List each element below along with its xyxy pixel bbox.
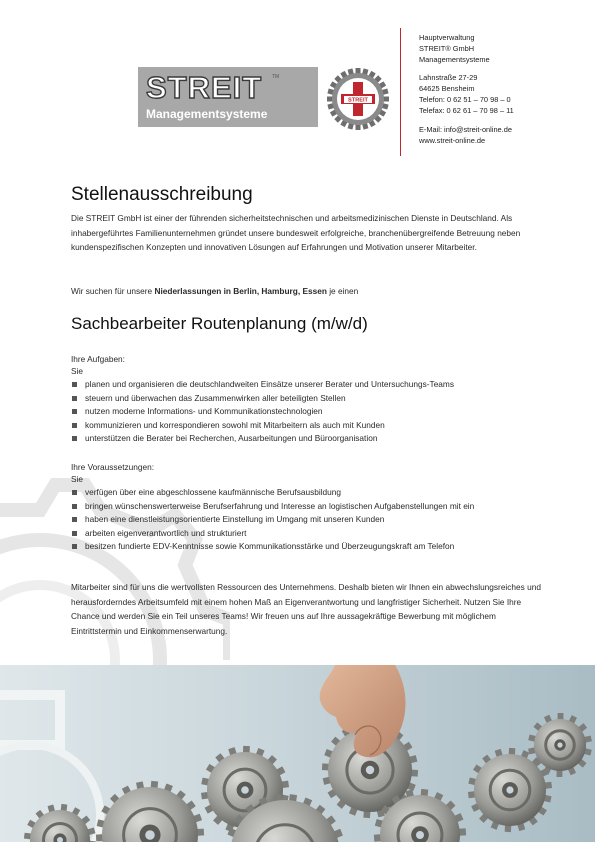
bullet-icon (72, 531, 77, 536)
logo-subtitle: Managementsysteme (146, 107, 268, 121)
bullet-icon (72, 382, 77, 387)
seal-text: STREIT (348, 97, 368, 104)
closing-paragraph: Mitarbeiter sind für uns die wertvollsten Ressourcen des Unternehmens. Deshalb bieten wir Ihnen ein abwechslungsreiches und herausforderndes Arbeitsumfeld mit einem hohen Maß an Eigenverantwortung und langfristiger Sicherheit. Nutzen Sie Ihre Chance und werden Sie ein Teil unseres Teams! Wir freuen uns auf Ihre aussagekräftige Bewerbung mit möglichem Eintrittstermin und Einkommenserwartung. (71, 582, 541, 636)
contact-fax: Telefax: 0 62 61 – 70 98 – 11 (419, 106, 514, 115)
list-item-text: kommunizieren und korrespondieren sowohl mit Mitarbeitern als auch mit Kunden (85, 419, 385, 430)
bullet-icon (72, 544, 77, 549)
search-locations: Niederlassungen in Berlin, Hamburg, Essen (154, 286, 327, 296)
company-logo-wordmark: STREIT (146, 70, 263, 105)
list-item-text: bringen wünschenswerterweise Berufserfahrung und Interesse an logistischen Aufgabenstellungen mit ein (85, 500, 475, 511)
gear-seal-icon (326, 67, 390, 131)
bullet-icon (72, 423, 77, 428)
list-item-text: nutzen moderne Informations- und Kommunikationstechnologien (85, 406, 323, 416)
list-item (71, 419, 541, 433)
search-suffix: je einen (326, 286, 359, 296)
list-item (71, 500, 541, 514)
bullet-icon (72, 490, 77, 495)
list-item-text: steuern und überwachen das Zusammenwirken aller beteiligten Stellen (85, 392, 346, 403)
intro-paragraph: Die STREIT GmbH ist einer der führenden sicherheitstechnischen und arbeitsmedizinischen Dienste in Deutschland. Als inhabergeführtes Familienunternehmen gründet unsere bundesweit erfolgreiche, branchenübergreifende Betreuung neben kundenspezifischen Konzepten und innovativen Lösungen auf Erfahrungen und Motivation unserer Mitarbeiter. (71, 213, 521, 252)
list-item (71, 392, 541, 406)
tasks-heading: Ihre Aufgaben: (71, 354, 125, 364)
tasks-lead: Sie (71, 366, 83, 376)
bullet-icon (72, 504, 77, 509)
list-item (71, 527, 541, 541)
contact-line: 64625 Bensheim (419, 84, 475, 93)
position-title: Sachbearbeiter Routenplanung (m/w/d) (71, 314, 368, 333)
requirements-heading: Ihre Voraussetzungen: (71, 462, 155, 472)
gears-photo (0, 665, 595, 842)
search-prefix: Wir suchen für unsere (71, 286, 155, 296)
list-item (71, 513, 541, 527)
contact-website[interactable]: www.streit-online.de (419, 136, 486, 145)
list-item-text: verfügen über eine abgeschlossene kaufmännische Berufsausbildung (85, 487, 341, 497)
list-item-text: besitzen fundierte EDV-Kenntnisse sowie Kommunikationsstärke und Überzeugungskraft am Telefon (85, 541, 455, 551)
list-item-text: haben eine dienstleistungsorientierte Einstellung im Umgang mit unseren Kunden (85, 514, 385, 524)
contact-headquarters (419, 32, 490, 65)
bullet-icon (72, 409, 77, 414)
requirements-list (71, 486, 541, 554)
list-item (71, 540, 541, 554)
search-sentence (71, 284, 541, 299)
list-item (71, 405, 541, 419)
page-title: Stellenausschreibung (71, 184, 253, 205)
header-divider (400, 28, 401, 156)
list-item (71, 378, 541, 392)
contact-line: Lahnstraße 27-29 (419, 73, 478, 82)
list-item-text: planen und organisieren die deutschlandweiten Einsätze unserer Berater und Untersuchungs-Teams (85, 379, 454, 389)
list-item (71, 432, 541, 446)
contact-line: Managementsysteme (419, 55, 490, 64)
requirements-lead: Sie (71, 474, 83, 484)
contact-line: STREIT® GmbH (419, 44, 475, 53)
list-item (71, 486, 541, 500)
bullet-icon (72, 436, 77, 441)
list-item-text: unterstützen die Berater bei Recherchen, Ausarbeitungen und Büroorganisation (85, 433, 378, 443)
list-item-text: arbeiten eigenverantwortlich und strukturiert (85, 527, 247, 538)
logo-trademark: TM (272, 74, 280, 80)
contact-email[interactable]: E-Mail: info@streit-online.de (419, 125, 512, 134)
contact-phone: Telefon: 0 62 51 – 70 98 – 0 (419, 95, 511, 104)
bullet-icon (72, 517, 77, 522)
bullet-icon (72, 396, 77, 401)
tasks-list (71, 378, 541, 446)
contact-line: Hauptverwaltung (419, 33, 475, 42)
contact-online (419, 124, 512, 146)
contact-address (419, 72, 514, 116)
